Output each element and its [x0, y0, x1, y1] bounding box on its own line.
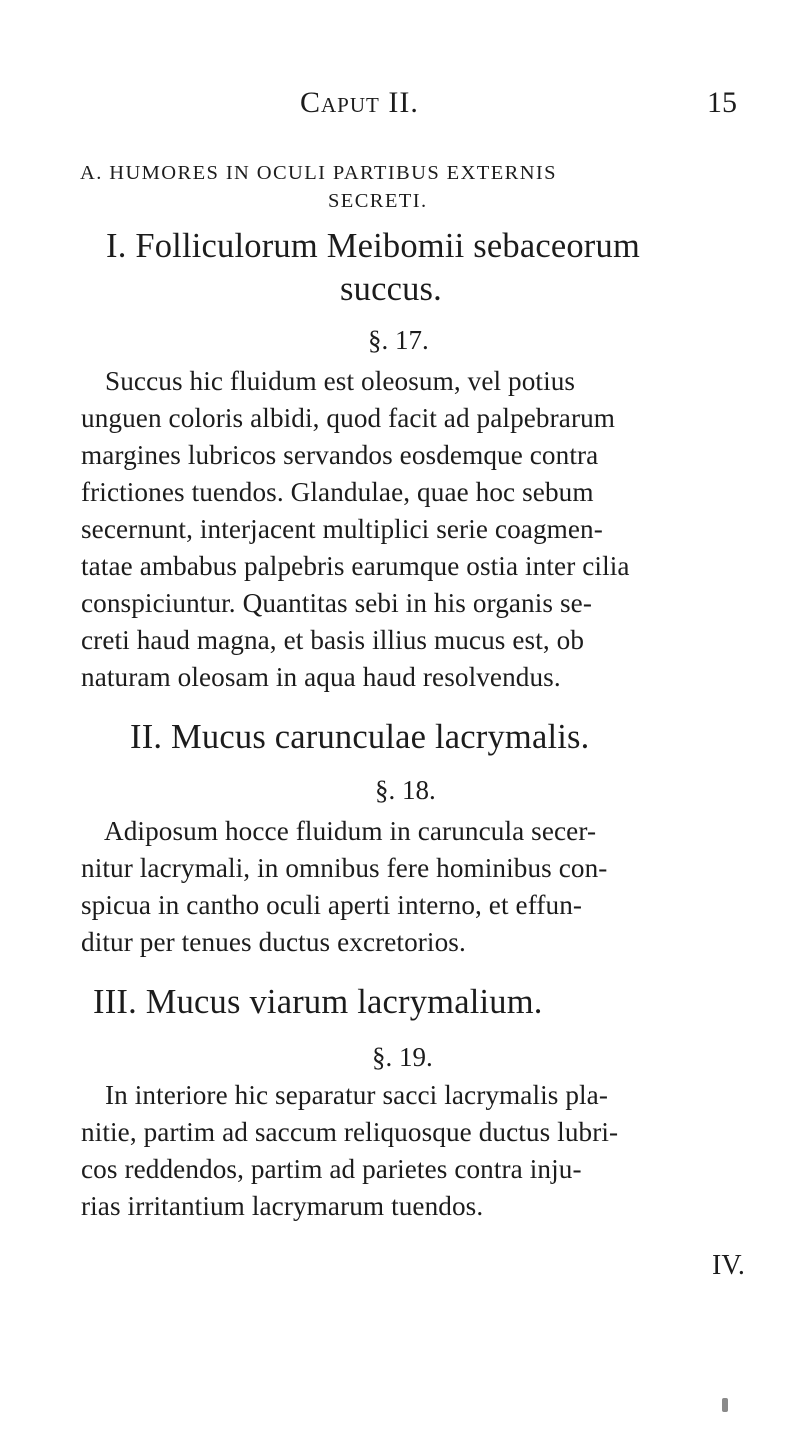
paragraph-mark-17: §. 17. [368, 325, 429, 355]
text-line: nitie, partim ad saccum reliquosque ductus lubri- [81, 1117, 619, 1147]
part-3-heading: III. Mucus viarum lacrymalium. [93, 983, 543, 1021]
text-line: frictiones tuendos. Glandulae, quae hoc sebum [81, 477, 594, 507]
paragraph-mark-19: §. 19. [372, 1042, 433, 1072]
text-line: creti haud magna, et basis illius mucus est, ob [81, 625, 585, 655]
text-line: nitur lacrymali, in omnibus fere hominibus con- [81, 853, 608, 883]
part-1-heading-line-1: I. Folliculorum Meibomii sebaceorum [106, 227, 640, 265]
text-line: Succus hic fluidum est oleosum, vel potius [105, 366, 576, 396]
text-line: unguen coloris albidi, quod facit ad palpebrarum [81, 403, 616, 433]
text-line: margines lubricos servandos eosdemque contra [81, 440, 599, 470]
part-1-heading-line-2: succus. [340, 270, 443, 308]
page-number: 15 [707, 86, 737, 119]
part-2-heading: II. Mucus carunculae lacrymalis. [130, 718, 590, 756]
catchword: IV. [712, 1250, 745, 1281]
text-line: naturam oleosam in aqua haud resolvendus. [81, 662, 561, 692]
text-line: Adiposum hocce fluidum in caruncula secer- [104, 816, 597, 846]
paragraph-mark-18: §. 18. [375, 775, 436, 805]
text-line: secernunt, interjacent multiplici serie coagmen- [81, 514, 603, 544]
text-line: spicua in cantho oculi aperti interno, et effun- [81, 890, 583, 920]
text-line: cos reddendos, partim ad parietes contra inju- [81, 1154, 582, 1184]
text-line: rias irritantium lacrymarum tuendos. [81, 1191, 484, 1221]
section-heading-line-2: SECRETI. [328, 190, 428, 212]
running-head [0, 86, 800, 126]
ink-smudge [722, 1398, 728, 1412]
running-title: Caput II. [300, 86, 419, 119]
text-line: conspiciuntur. Quantitas sebi in his organis se- [81, 588, 592, 618]
text-line: ditur per tenues ductus excretorios. [81, 927, 466, 957]
text-line: tatae ambabus palpebris earumque ostia inter cilia [81, 551, 630, 581]
section-heading-line-1: A. HUMORES IN OCULI PARTIBUS EXTERNIS [80, 162, 557, 184]
text-line: In interiore hic separatur sacci lacrymalis pla- [105, 1080, 609, 1110]
